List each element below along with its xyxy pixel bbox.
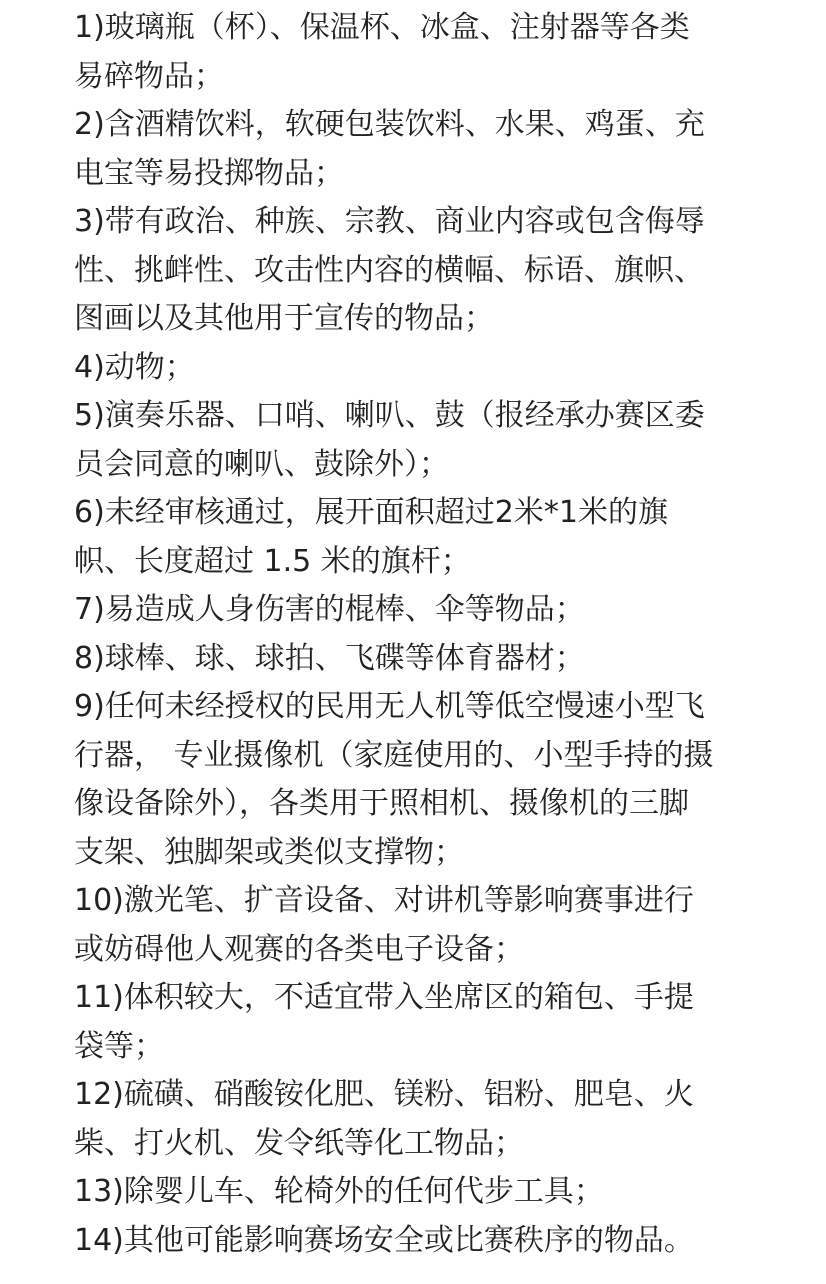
item-text-line: 图画以及其他用于宣传的物品； xyxy=(74,301,494,336)
list-item xyxy=(74,683,754,877)
list-item xyxy=(74,586,754,635)
item-text-line: 或妨碍他人观赛的各类电子设备； xyxy=(74,931,524,967)
item-text-line: 行器， 专业摄像机（家庭使用的、小型手持的摄 xyxy=(74,737,714,773)
item-text-line: 电宝等易投掷物品； xyxy=(74,155,344,191)
item-text-line: 8)球棒、球、球拍、飞碟等体育器材； xyxy=(74,640,585,676)
list-item xyxy=(74,344,754,393)
item-text-line: 帜、长度超过 1.5 米的旗杆； xyxy=(74,543,471,579)
prohibited-items-list xyxy=(74,4,754,1265)
item-text-line: 12)硫磺、硝酸铵化肥、镁粉、铝粉、肥皂、火 xyxy=(74,1077,694,1112)
item-text-line: 像设备除外），各类用于照相机、摄像机的三脚 xyxy=(74,786,689,821)
item-text-line: 员会同意的喇叭、鼓除外）； xyxy=(74,446,449,482)
item-text-line: 1)玻璃瓶（杯）、保温杯、冰盒、注射器等各类 xyxy=(74,10,690,45)
item-text-line: 2)含酒精饮料，软硬包装饮料、水果、鸡蛋、充 xyxy=(74,107,705,142)
item-text-line: 10)激光笔、扩音设备、对讲机等影响赛事进行 xyxy=(74,883,694,918)
item-text-line: 袋等； xyxy=(74,1028,164,1064)
item-text-line: 柴、打火机、发令纸等化工物品； xyxy=(74,1125,524,1161)
list-item xyxy=(74,635,754,684)
list-item xyxy=(74,392,754,489)
item-text-line: 性、挑衅性、攻击性内容的横幅、标语、旗帜、 xyxy=(74,252,704,288)
list-item xyxy=(74,974,754,1071)
item-text-line: 14)其他可能影响赛场安全或比赛秩序的物品。 xyxy=(74,1222,694,1258)
item-text-line: 支架、独脚架或类似支撑物； xyxy=(74,834,464,870)
list-item xyxy=(74,101,754,198)
list-item xyxy=(74,1071,754,1168)
list-item xyxy=(74,877,754,974)
list-item xyxy=(74,1168,754,1217)
list-item xyxy=(74,1217,754,1266)
list-item xyxy=(74,198,754,344)
list-item xyxy=(74,4,754,101)
item-text-line: 3)带有政治、种族、宗教、商业内容或包含侮辱 xyxy=(74,204,705,239)
list-item xyxy=(74,489,754,586)
item-text-line: 易碎物品； xyxy=(74,58,224,94)
item-text-line: 9)任何未经授权的民用无人机等低空慢速小型飞 xyxy=(74,689,705,724)
item-text-line: 7)易造成人身伤害的棍棒、伞等物品； xyxy=(74,592,585,627)
item-text-line: 11)体积较大，不适宜带入坐席区的箱包、手提 xyxy=(74,980,694,1015)
item-text-line: 13)除婴儿车、轮椅外的任何代步工具； xyxy=(74,1174,604,1209)
item-text-line: 4)动物； xyxy=(74,349,195,385)
item-text-line: 6)未经审核通过，展开面积超过2米*1米的旗 xyxy=(74,495,668,530)
item-text-line: 5)演奏乐器、口哨、喇叭、鼓（报经承办赛区委 xyxy=(74,398,705,433)
